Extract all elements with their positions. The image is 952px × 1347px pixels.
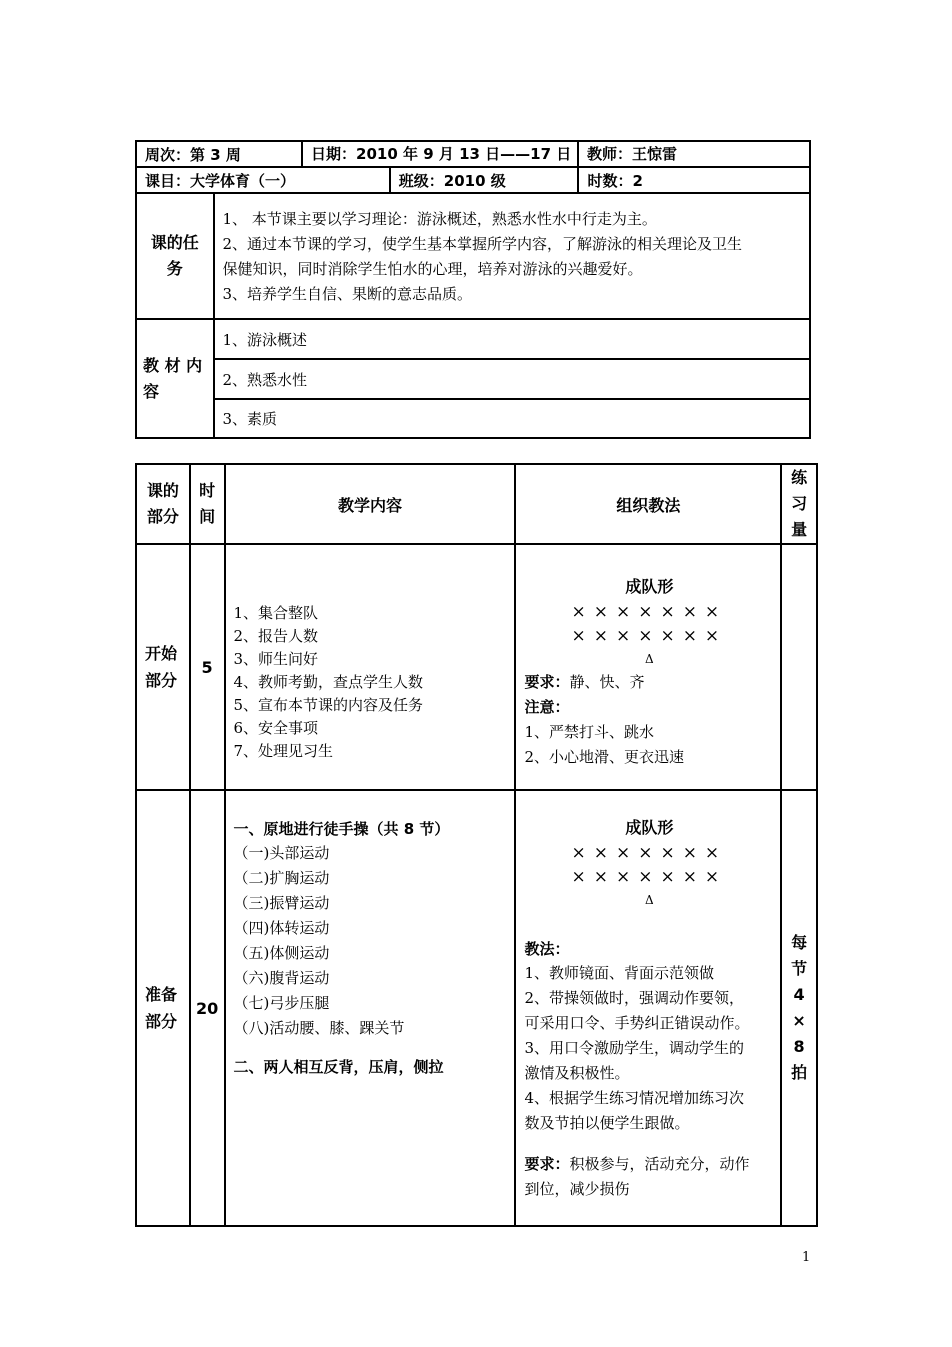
amount-char: 拍: [791, 1063, 808, 1082]
header-amount-char: 练: [791, 468, 808, 487]
exercise-item: （六)腹背运动: [233, 969, 330, 987]
exercise-item: （三)振臂运动: [233, 894, 330, 912]
teacher-cell: 教师：王惊雷: [587, 145, 678, 163]
content-item: 5、宣布本节课的内容及任务: [233, 695, 424, 714]
page-number: 1: [802, 1250, 811, 1265]
requirement-text: 静、快、齐: [569, 673, 645, 691]
teacher-delta: Δ: [644, 652, 654, 666]
content-start: [225, 544, 516, 790]
requirement: [524, 1152, 774, 1177]
method-line: 可采用口令、手势纠正错误动作。: [524, 1014, 750, 1032]
formation-title: 成队形: [625, 818, 674, 837]
amount-start: [781, 544, 817, 790]
task-label-cell: [136, 193, 214, 319]
material-label-line2: 容: [143, 381, 160, 401]
content-item: 2、报告人数: [233, 626, 319, 645]
method-line: 4、根据学生练习情况增加练习次: [524, 1089, 745, 1107]
material-label-line1: 教 材 内: [143, 355, 203, 375]
material-item: 1、游泳概述: [214, 319, 811, 359]
task-line: 保健知识，同时消除学生怕水的心理，培养对游泳的兴趣爱好。: [222, 260, 643, 278]
header-amount-char: 习: [791, 494, 808, 513]
formation-title: 成队形: [625, 577, 674, 596]
material-item: 3、素质: [214, 399, 811, 438]
exercise-item: （四)体转运动: [233, 919, 330, 937]
amount-char: 8: [793, 1037, 805, 1056]
part-prep-line2: 部分: [145, 1012, 178, 1031]
note-item: 1、严禁打斗、跳水: [524, 723, 655, 741]
task-line: 2、通过本节课的学习，使学生基本掌握所学内容，了解游泳的相关理论及卫生: [222, 235, 743, 253]
hours-cell: 时数：2: [578, 167, 810, 193]
note-label: 注意：: [524, 698, 570, 716]
header-time: [190, 464, 225, 544]
method-start: [515, 544, 781, 790]
lesson-plan-table: [135, 463, 818, 1227]
material-item: 2、熟悉水性: [214, 359, 811, 399]
content-prep: [225, 790, 516, 1226]
teacher-delta: Δ: [644, 893, 654, 907]
exercise-item: （一)头部运动: [233, 844, 330, 862]
part-start-line2: 部分: [145, 671, 178, 690]
requirement-label: 要求：: [524, 673, 570, 691]
requirement-text: 到位，减少损伤: [524, 1180, 630, 1198]
week-cell: 周次：第 3 周: [136, 141, 302, 167]
amount-char: 每: [791, 933, 808, 952]
time-prep: 20: [190, 790, 225, 1226]
formation-row: ×××××××: [571, 626, 728, 646]
date-cell: 日期：2010 年 9 月 13 日——17 日: [303, 142, 579, 166]
content-item: 4、教师考勤，查点学生人数: [233, 672, 424, 691]
header-part-line1: 课的: [146, 481, 179, 500]
method-label: 教法：: [524, 940, 570, 958]
exercise-item: （五)体侧运动: [233, 944, 330, 962]
header-amount-char: 量: [791, 520, 808, 539]
lesson-info-table: [135, 140, 811, 439]
amount-char: 节: [791, 959, 808, 978]
header-part: [136, 464, 190, 544]
class-cell: 班级：2010 级: [390, 167, 579, 193]
content-item: 3、师生问好: [233, 649, 319, 668]
part-start: [136, 544, 190, 790]
material-label-cell: [136, 319, 214, 438]
requirement: [524, 670, 774, 695]
content-item: 7、处理见习生: [233, 741, 334, 760]
requirement-label: 要求：: [524, 1155, 570, 1173]
header-time-line1: 时: [199, 481, 216, 500]
header-content: 教学内容: [225, 464, 516, 544]
header-part-line2: 部分: [146, 507, 179, 526]
part-prep-line1: 准备: [145, 985, 178, 1004]
content-item: 6、安全事项: [233, 718, 319, 737]
part-start-line1: 开始: [145, 644, 178, 663]
amount-char: ×: [792, 1011, 806, 1030]
formation-row: ×××××××: [571, 843, 728, 863]
task-line: 1、 本节课主要以学习理论：游泳概述，熟悉水性水中行走为主。: [222, 210, 657, 228]
method-line: 激情及积极性。: [524, 1064, 630, 1082]
section-title: 二、两人相互反背，压肩，侧拉: [233, 1058, 444, 1076]
method-line: 1、教师镜面、背面示范领做: [524, 964, 715, 982]
exercise-item: （二)扩胸运动: [233, 869, 330, 887]
exercise-item: （七)弓步压腿: [233, 994, 330, 1012]
formation-row: ×××××××: [571, 602, 728, 622]
content-item: 1、集合整队: [233, 603, 319, 622]
task-label: 课的任务: [150, 233, 199, 278]
method-line: 2、带操领做时，强调动作要领，: [524, 989, 745, 1007]
time-start: 5: [190, 544, 225, 790]
method-line: 3、用口令激励学生，调动学生的: [524, 1039, 745, 1057]
header-method: 组织教法: [515, 464, 781, 544]
section-title: 一、原地进行徒手操（共 8 节）: [233, 820, 450, 838]
header-time-line2: 间: [199, 507, 216, 526]
method-prep: [515, 790, 781, 1226]
task-content: [214, 193, 811, 319]
subject-cell: 课目：大学体育（一）: [136, 167, 390, 193]
task-line: 3、培养学生自信、果断的意志品质。: [222, 285, 473, 303]
amount-char: 4: [793, 985, 805, 1004]
amount-prep: [781, 790, 817, 1226]
method-line: 数及节拍以便学生跟做。: [524, 1114, 690, 1132]
exercise-item: （八)活动腰、膝、踝关节: [233, 1019, 405, 1037]
formation-row: ×××××××: [571, 867, 728, 887]
part-prep: [136, 790, 190, 1226]
requirement-text: 积极参与，活动充分，动作: [569, 1155, 750, 1173]
note-item: 2、小心地滑、更衣迅速: [524, 748, 685, 766]
header-amount: [781, 464, 817, 544]
